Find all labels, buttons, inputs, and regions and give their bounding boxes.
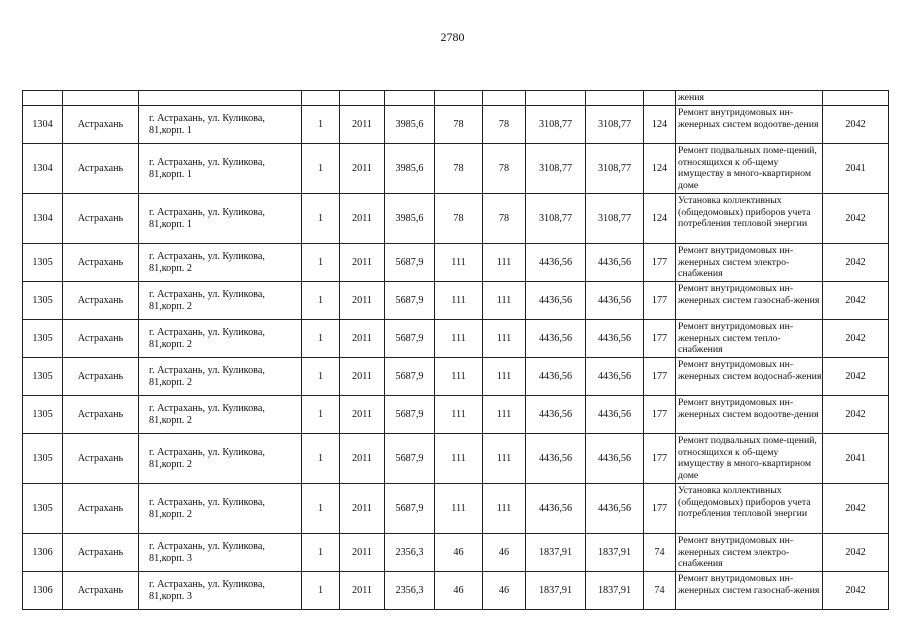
cell-col4: 1: [302, 434, 340, 484]
cell-col9: 4436,56: [526, 484, 586, 534]
cell-col7: 78: [435, 106, 483, 144]
cell-col10: 1837,91: [586, 534, 644, 572]
cell-col4: 1: [302, 572, 340, 610]
cell-address: г. Астрахань, ул. Куликова, 81,корп. 2: [139, 484, 302, 534]
cell-col9: 1837,91: [526, 534, 586, 572]
cell-col11: 177: [644, 358, 676, 396]
cell-col7: 111: [435, 320, 483, 358]
table-row: [23, 534, 889, 572]
table-row: [23, 106, 889, 144]
cell-col7: 111: [435, 244, 483, 282]
cell-work: Ремонт внутридомовых ин-женерных систем тепло-снабжения: [676, 320, 823, 358]
cell-col7: 78: [435, 144, 483, 194]
cell-city: Астрахань: [63, 534, 139, 572]
cell-col4: 1: [302, 194, 340, 244]
cell-empty: [340, 91, 385, 106]
cell-term: 2041: [823, 144, 889, 194]
cell-work: Ремонт внутридомовых ин-женерных систем электро-снабжения: [676, 244, 823, 282]
cell-address: г. Астрахань, ул. Куликова, 81,корп. 1: [139, 144, 302, 194]
cell-term: 2042: [823, 572, 889, 610]
table-row: [23, 194, 889, 244]
cell-col8: 46: [483, 572, 526, 610]
cell-empty: [823, 91, 889, 106]
cell-col8: 111: [483, 320, 526, 358]
housing-repair-table: [22, 90, 889, 610]
cell-term: 2042: [823, 484, 889, 534]
cell-work: Ремонт внутридомовых ин-женерных систем газоснаб-жения: [676, 282, 823, 320]
cell-term: 2041: [823, 434, 889, 484]
cell-col11: 124: [644, 106, 676, 144]
cell-work: Ремонт внутридомовых ин-женерных систем водоснаб-жения: [676, 358, 823, 396]
cell-col8: 46: [483, 534, 526, 572]
cell-term: 2042: [823, 320, 889, 358]
cell-col7: 46: [435, 572, 483, 610]
cell-col8: 111: [483, 434, 526, 484]
cell-area: 3985,6: [385, 144, 435, 194]
cell-col8: 78: [483, 194, 526, 244]
cell-city: Астрахань: [63, 106, 139, 144]
table-row: [23, 484, 889, 534]
cell-col11: 177: [644, 484, 676, 534]
cell-col9: 4436,56: [526, 358, 586, 396]
cell-col11: 177: [644, 282, 676, 320]
cell-term: 2042: [823, 244, 889, 282]
cell-col8: 111: [483, 244, 526, 282]
cell-id: 1304: [23, 194, 63, 244]
table-row: [23, 434, 889, 484]
cell-col9: 4436,56: [526, 282, 586, 320]
cell-col7: 111: [435, 484, 483, 534]
cell-year: 2011: [340, 358, 385, 396]
cell-work-continued: жения: [676, 91, 823, 106]
cell-col11: 124: [644, 194, 676, 244]
cell-term: 2042: [823, 106, 889, 144]
cell-col10: 3108,77: [586, 106, 644, 144]
cell-work: Ремонт внутридомовых ин-женерных систем электро-снабжения: [676, 534, 823, 572]
cell-id: 1305: [23, 244, 63, 282]
cell-area: 2356,3: [385, 572, 435, 610]
cell-address: г. Астрахань, ул. Куликова, 81,корп. 2: [139, 282, 302, 320]
cell-col4: 1: [302, 144, 340, 194]
cell-work: Ремонт внутридомовых ин-женерных систем газоснаб-жения: [676, 572, 823, 610]
cell-address: г. Астрахань, ул. Куликова, 81,корп. 3: [139, 534, 302, 572]
table-body: [23, 91, 889, 610]
table-row: [23, 144, 889, 194]
cell-col8: 111: [483, 484, 526, 534]
cell-col8: 78: [483, 144, 526, 194]
cell-col11: 74: [644, 534, 676, 572]
cell-empty: [435, 91, 483, 106]
cell-id: 1304: [23, 144, 63, 194]
cell-area: 5687,9: [385, 358, 435, 396]
cell-term: 2042: [823, 358, 889, 396]
cell-area: 5687,9: [385, 434, 435, 484]
cell-year: 2011: [340, 534, 385, 572]
cell-col9: 4436,56: [526, 244, 586, 282]
cell-col8: 111: [483, 282, 526, 320]
cell-col11: 177: [644, 396, 676, 434]
cell-address: г. Астрахань, ул. Куликова, 81,корп. 3: [139, 572, 302, 610]
table-row: [23, 358, 889, 396]
cell-id: 1305: [23, 396, 63, 434]
cell-city: Астрахань: [63, 572, 139, 610]
cell-col9: 4436,56: [526, 434, 586, 484]
cell-col7: 111: [435, 396, 483, 434]
cell-id: 1305: [23, 282, 63, 320]
cell-city: Астрахань: [63, 484, 139, 534]
cell-col10: 3108,77: [586, 144, 644, 194]
cell-col10: 4436,56: [586, 484, 644, 534]
cell-year: 2011: [340, 396, 385, 434]
cell-empty: [644, 91, 676, 106]
cell-col7: 78: [435, 194, 483, 244]
cell-col9: 4436,56: [526, 396, 586, 434]
cell-year: 2011: [340, 194, 385, 244]
cell-col4: 1: [302, 484, 340, 534]
cell-col4: 1: [302, 106, 340, 144]
table-row: [23, 572, 889, 610]
cell-col7: 111: [435, 434, 483, 484]
cell-empty: [63, 91, 139, 106]
cell-col11: 177: [644, 320, 676, 358]
cell-id: 1305: [23, 320, 63, 358]
cell-col10: 4436,56: [586, 396, 644, 434]
cell-address: г. Астрахань, ул. Куликова, 81,корп. 2: [139, 320, 302, 358]
cell-city: Астрахань: [63, 244, 139, 282]
cell-address: г. Астрахань, ул. Куликова, 81,корп. 2: [139, 434, 302, 484]
cell-term: 2042: [823, 282, 889, 320]
cell-col4: 1: [302, 358, 340, 396]
cell-col8: 78: [483, 106, 526, 144]
cell-col11: 74: [644, 572, 676, 610]
cell-col10: 3108,77: [586, 194, 644, 244]
cell-col11: 177: [644, 244, 676, 282]
cell-col8: 111: [483, 358, 526, 396]
cell-year: 2011: [340, 572, 385, 610]
table-row-continued: [23, 91, 889, 106]
cell-id: 1305: [23, 434, 63, 484]
cell-city: Астрахань: [63, 434, 139, 484]
cell-col9: 3108,77: [526, 106, 586, 144]
cell-area: 5687,9: [385, 282, 435, 320]
cell-city: Астрахань: [63, 396, 139, 434]
cell-empty: [302, 91, 340, 106]
cell-work: Установка коллективных (общедомовых) приборов учета потребления тепловой энергии: [676, 484, 823, 534]
cell-empty: [139, 91, 302, 106]
cell-col4: 1: [302, 320, 340, 358]
table-row: [23, 282, 889, 320]
cell-empty: [385, 91, 435, 106]
cell-col8: 111: [483, 396, 526, 434]
cell-address: г. Астрахань, ул. Куликова, 81,корп. 1: [139, 194, 302, 244]
cell-col9: 4436,56: [526, 320, 586, 358]
cell-area: 5687,9: [385, 244, 435, 282]
cell-area: 5687,9: [385, 320, 435, 358]
cell-work: Установка коллективных (общедомовых) приборов учета потребления тепловой энергии: [676, 194, 823, 244]
cell-empty: [23, 91, 63, 106]
cell-year: 2011: [340, 320, 385, 358]
cell-col9: 3108,77: [526, 194, 586, 244]
cell-id: 1305: [23, 358, 63, 396]
cell-year: 2011: [340, 106, 385, 144]
cell-term: 2042: [823, 396, 889, 434]
cell-col9: 3108,77: [526, 144, 586, 194]
cell-work: Ремонт подвальных поме-щений, относящихся к об-щему имуществу в много-квартирном доме: [676, 434, 823, 484]
cell-year: 2011: [340, 484, 385, 534]
cell-city: Астрахань: [63, 282, 139, 320]
cell-term: 2042: [823, 534, 889, 572]
cell-col10: 4436,56: [586, 434, 644, 484]
cell-address: г. Астрахань, ул. Куликова, 81,корп. 1: [139, 106, 302, 144]
cell-empty: [483, 91, 526, 106]
cell-city: Астрахань: [63, 144, 139, 194]
cell-area: 5687,9: [385, 396, 435, 434]
cell-address: г. Астрахань, ул. Куликова, 81,корп. 2: [139, 358, 302, 396]
page-number: 2780: [440, 30, 465, 44]
table-row: [23, 320, 889, 358]
cell-city: Астрахань: [63, 194, 139, 244]
cell-empty: [586, 91, 644, 106]
cell-term: 2042: [823, 194, 889, 244]
cell-address: г. Астрахань, ул. Куликова, 81,корп. 2: [139, 396, 302, 434]
cell-col11: 177: [644, 434, 676, 484]
cell-area: 3985,6: [385, 194, 435, 244]
cell-id: 1304: [23, 106, 63, 144]
cell-city: Астрахань: [63, 320, 139, 358]
cell-col10: 4436,56: [586, 358, 644, 396]
table-row: [23, 396, 889, 434]
cell-address: г. Астрахань, ул. Куликова, 81,корп. 2: [139, 244, 302, 282]
cell-col7: 111: [435, 282, 483, 320]
cell-id: 1306: [23, 534, 63, 572]
cell-work: Ремонт подвальных поме-щений, относящихся к об-щему имуществу в много-квартирном доме: [676, 144, 823, 194]
cell-city: Астрахань: [63, 358, 139, 396]
cell-area: 2356,3: [385, 534, 435, 572]
cell-col4: 1: [302, 534, 340, 572]
cell-col11: 124: [644, 144, 676, 194]
cell-year: 2011: [340, 282, 385, 320]
cell-empty: [526, 91, 586, 106]
cell-year: 2011: [340, 144, 385, 194]
cell-work: Ремонт внутридомовых ин-женерных систем водоотве-дения: [676, 106, 823, 144]
cell-col10: 4436,56: [586, 282, 644, 320]
cell-col10: 4436,56: [586, 320, 644, 358]
table-row: [23, 244, 889, 282]
cell-year: 2011: [340, 244, 385, 282]
cell-area: 5687,9: [385, 484, 435, 534]
cell-area: 3985,6: [385, 106, 435, 144]
cell-col4: 1: [302, 244, 340, 282]
cell-col7: 111: [435, 358, 483, 396]
cell-id: 1306: [23, 572, 63, 610]
cell-col4: 1: [302, 282, 340, 320]
cell-col10: 1837,91: [586, 572, 644, 610]
cell-col7: 46: [435, 534, 483, 572]
cell-work: Ремонт внутридомовых ин-женерных систем водоотве-дения: [676, 396, 823, 434]
cell-col10: 4436,56: [586, 244, 644, 282]
cell-year: 2011: [340, 434, 385, 484]
cell-col9: 1837,91: [526, 572, 586, 610]
cell-col4: 1: [302, 396, 340, 434]
cell-id: 1305: [23, 484, 63, 534]
